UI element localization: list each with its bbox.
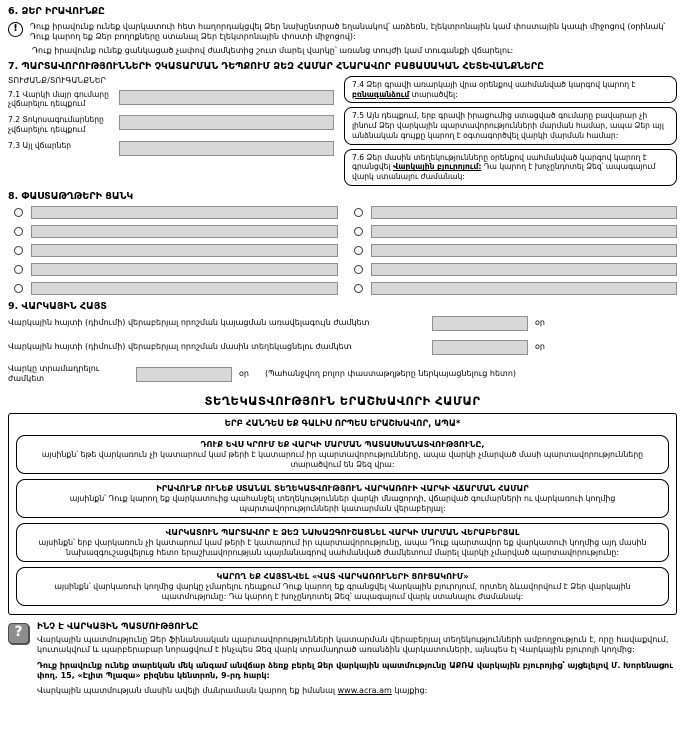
document-row (354, 244, 678, 257)
credit-history-section (8, 622, 677, 701)
question-icon: ? (8, 623, 29, 644)
document-radio[interactable] (14, 265, 23, 274)
days-unit: օր (535, 342, 545, 352)
decision-deadline-label: Վարկային հայտի (դիմումի) վերաբերյալ որոշման կայացման առավելագույն ժամկետ (8, 318, 370, 328)
document-radio[interactable] (354, 246, 363, 255)
guarantor-item-warning-obligation: ՎԱՐԿԱՏՈՒՆ ՊԱՐՏԱՎՈՐ Է ՁԵԶ ՆԱԽԱԶԳՈՒՇԱՑՆԵԼ ՎԱՐԿԻ ՄԱՐՄԱՆ ՎԵՐԱԲԵՐՅԱԼ այսինքն՝ երբ վարկառուն չի կատարում կամ թերի է կատարում իր պարտավորությունը, ապա Դուք պարտավոր եք վարկատուի կողմից այդ մասին նախազգուշացվելուց հետո երաշխավորության պայմանագրով սահմանված ժամկետում մարել վարկի չմարված պարտավորությունը: (16, 523, 669, 562)
document-row (14, 206, 338, 219)
document-field[interactable] (31, 206, 338, 219)
provision-deadline-note: (Պահանջվող բոլոր փաստաթղթերը ներկայացնելուց հետո) (264, 369, 517, 379)
document-radio[interactable] (14, 227, 23, 236)
credit-history-paragraph-2: Դուք իրավունք ունեք տարեկան մեկ անգամ անվճար ձեռք բերել Ձեր վարկային պատմությունը ԱՔՌԱ վարկային բյուրոյից՝ այցելելով Մ. Խորենացու փող. 15, «Էլիտ Պլազա» բիզնես կենտրոն, 9-րդ հարկ: (37, 660, 674, 680)
penalty-principal-label: 7.1 Վարկի մայր գումարը չվճարելու դեպքում (8, 89, 109, 109)
document-field[interactable] (371, 263, 678, 276)
document-field[interactable] (31, 263, 338, 276)
application-row-provision-deadline (8, 364, 677, 384)
document-row (14, 244, 338, 257)
info-icon: ! (8, 22, 23, 37)
document-row (354, 263, 678, 276)
guarantor-item-information-right: ԻՐԱՎՈՒՆՔ ՈՒՆԵՔ ՍՏԱՆԱԼ ՏԵՂԵԿԱՏՎՈՒԹՅՈՒՆ ՎԱՐԿԱՌՈՒԻ ՎԱՐԿԻ ՎՃԱՐՄԱՆ ՀԱՄԱՐ այսինքն՝ Դուք կարող եք վարկատուից պահանջել տեղեկություններ վարկի մնացորդի, վճարված գումարների ու վարկառուի կողմից պարտավորությունների կատարման վերաբերյալ: (16, 479, 669, 518)
application-row-notify-deadline (8, 340, 677, 355)
document-field[interactable] (371, 244, 678, 257)
penalty-interest-label: 7.2 Տոկոսագումարները չվճարելու դեպքում (8, 115, 104, 134)
section-6-title: 6. ՁԵՐ ԻՐԱՎՈՒՆՔԸ (8, 6, 105, 17)
right-paragraph-1: Դուք իրավունք ունեք վարկատուի հետ հաղորդակցվել Ձեր նախընտրած եղանակով՝ առձեռն, էլեկտրոնային կամ փոստային կապի միջոցով (օրինակ՝ Դուք կարող եք Ձեր բողոքները ստանալ Ձեր էլեկտրոնային փոստի միջոցով): (30, 22, 666, 42)
documents-column-left (14, 206, 338, 295)
provision-deadline-label: Վարկը տրամադրելու ժամկետ (8, 364, 100, 384)
note-7-5: 7.5 Այն դեպքում, երբ գրավի իրացումից ստացված գումարը բավարար չի լինում Ձեր վարկային պարտավորությունների մարման համար, ապա Ձեր այլ անձնական գույքը կարող է օգտագործվել վարկի մարման համար: (344, 107, 677, 144)
guarantor-item-responsibility: ԴՈՒՔ ԵՎՍ ԿՐՈՒՄ ԵՔ ՎԱՐԿԻ ՄԱՐՄԱՆ ՊԱՏԱՍԽԱՆԱՏՎՈՒԹՅՈՒՆԸ, այսինքն՝ եթե վարկառուն չի կատարում կամ թերի է կատարում իր պարտավորությունները, ապա վարկի չմարված մասի պարտավորությունները տարածվում են Ձեզ վրա: (16, 435, 669, 474)
section-8-title: 8. ՓԱՍՏԱԹՂԹԵՐԻ ՑԱՆԿ (8, 190, 134, 202)
notify-deadline-label: Վարկային հայտի (դիմումի) վերաբերյալ որոշման մասին տեղեկացնելու ժամկետ (8, 342, 352, 352)
document-radio[interactable] (354, 227, 363, 236)
section-9-title: 9. ՎԱՐԿԱՅԻՆ ՀԱՅՏ (8, 300, 107, 312)
document-radio[interactable] (354, 284, 363, 293)
guarantor-intro: ԵՐԲ ՀԱՆԴԵՍ ԵՔ ԳԱԼԻՍ ՈՐՊԵՍ ԵՐԱՇԽԱՎՈՐ, ԱՊԱ* (224, 419, 461, 430)
document-row (14, 225, 338, 238)
document-radio[interactable] (354, 208, 363, 217)
penalty-row-other (8, 141, 334, 156)
credit-history-paragraph-1: Վարկային պատմությունը Ձեր ֆինանսական պարտավորությունների կատարման վերաբերյալ տեղեկությունների ամբողջություն է, որը հավաքվում, կուտակվում և պարբերաբար նորացվում է ինչպես Ձեզ վարկ տրամադրած առանձին վարկատուների, այնպես էլ Վարկային բյուրոյի կողմից: (37, 635, 669, 655)
application-row-decision-deadline (8, 316, 677, 331)
document-radio[interactable] (14, 208, 23, 217)
section-7-title: 7. ՊԱՐՏԱՎՈՐՈՒԹՅՈՒՆՆԵՐԻ ՉԿԱՏԱՐՄԱՆ ԴԵՊՔՈՒՄ ՁԵԶ ՀԱՄԱՐ ՀՆԱՐԱՎՈՐ ԲԱՑԱՍԱԿԱՆ ՀԵՏԵՎԱՆՔՆԵՐԸ (8, 60, 544, 72)
document-row (354, 225, 678, 238)
document-row (354, 282, 678, 295)
document-field[interactable] (31, 282, 338, 295)
fines-label: ՏՈՒԺԱՆՔ/ՏՈՒԳԱՆՔՆԵՐ (8, 76, 107, 86)
guarantor-info-box (8, 413, 677, 615)
note-7-6: 7.6 Ձեր մասին տեղեկությունները օրենքով սահմանված կարգով կարող է գրանցվել Վարկային բյուրոյում: Դա կարող է խոչընդոտել Ձեզ՝ ապագայում վարկ ստանալու ժամանակ: (344, 149, 677, 186)
guarantor-item-bad-borrowers-list: ԿԱՐՈՂ ԵՔ ՀԱՅՏՆՎԵԼ «ՎԱՏ ՎԱՐԿԱՌՈՒՆԵՐԻ ՑՈՒՑԱԿՈՒՄ» այսինքն՝ վարկառուի կողմից վարկը չմարելու դեպքում Դուք կարող եք գրանցվել Վարկային բյուրոյում, որտեղ ձևավորվում է Ձեր վարկային պատմությունը: Դա կարող է խոչընդոտել Ձեզ՝ ապագայում վարկ ստանալու ժամանակ: (16, 567, 669, 606)
penalty-row-interest (8, 115, 334, 134)
guarantor-section-title: ՏԵՂԵԿԱՏՎՈՒԹՅՈՒՆ ԵՐԱՇԽԱՎՈՐԻ ՀԱՄԱՐ (204, 393, 481, 408)
document-field[interactable] (371, 206, 678, 219)
document-field[interactable] (31, 225, 338, 238)
section-your-right (8, 6, 677, 56)
credit-history-paragraph-3: Վարկային պատմության մասին ավելի մանրամասն կարող եք իմանալ www.acra.am կայքից: (37, 686, 428, 696)
days-unit: օր (239, 369, 249, 379)
days-unit: օր (535, 318, 545, 328)
document-field[interactable] (31, 244, 338, 257)
section-documents-list (8, 191, 677, 295)
documents-column-right (354, 206, 678, 295)
acra-website-link[interactable]: www.acra.am (337, 686, 392, 696)
document-field[interactable] (371, 282, 678, 295)
document-row (354, 206, 678, 219)
right-paragraph-2: Դուք իրավունք ունեք ցանկացած չափով ժամկետից շուտ մարել վարկը՝ առանց տույժի կամ տուգանքի վճարելու: (32, 45, 514, 55)
document-row (14, 263, 338, 276)
penalty-other-field[interactable] (119, 141, 334, 156)
note-7-4: 7.4 Ձեր գրավի առարկայի վրա օրենքով սահմանված կարգով կարող է բռնագանձում տարածվել: (344, 76, 677, 103)
document-radio[interactable] (14, 246, 23, 255)
section-credit-application (8, 301, 677, 385)
penalty-other-label: 7.3 Այլ վճարներ (8, 140, 72, 150)
document-radio[interactable] (14, 284, 23, 293)
credit-history-title: ԻՆՉ Է ՎԱՐԿԱՅԻՆ ՊԱՏՄՈՒԹՅՈՒՆԸ (37, 621, 199, 632)
provision-deadline-field[interactable] (136, 367, 232, 382)
penalty-principal-field[interactable] (119, 90, 334, 105)
penalty-interest-field[interactable] (119, 115, 334, 130)
document-row (14, 282, 338, 295)
document-field[interactable] (371, 225, 678, 238)
notify-deadline-field[interactable] (432, 340, 528, 355)
decision-deadline-field[interactable] (432, 316, 528, 331)
penalty-row-principal (8, 90, 334, 109)
document-radio[interactable] (354, 265, 363, 274)
section-negative-consequences (8, 61, 677, 186)
